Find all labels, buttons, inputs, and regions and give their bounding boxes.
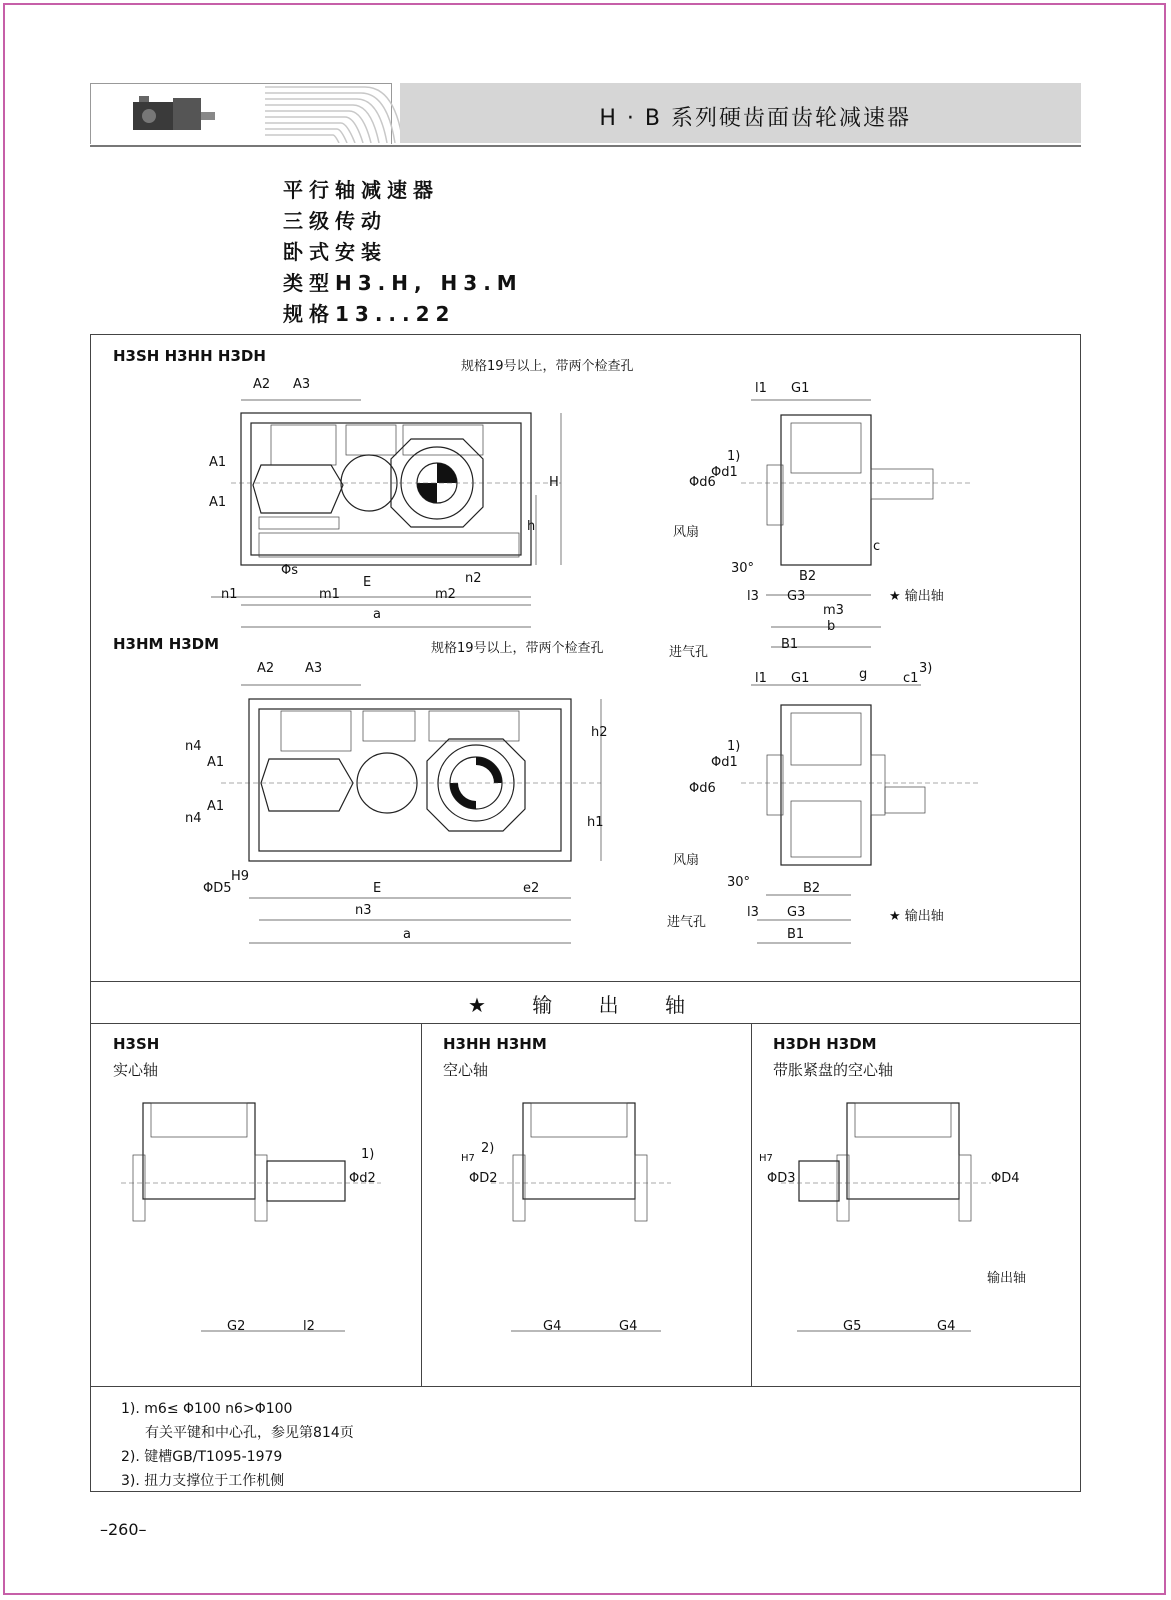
heading-line: 卧式安装 xyxy=(283,240,387,264)
dim-label: Φd6 xyxy=(689,781,716,796)
dim-label: 1) xyxy=(727,449,741,464)
dim-label: A1 xyxy=(209,495,227,510)
dim-label: c1 xyxy=(903,671,919,686)
dim-label: A1 xyxy=(209,455,227,470)
dim-label: 30° xyxy=(727,875,751,890)
dim-label: l1 xyxy=(755,671,767,686)
output-shaft-label: ★ 输出轴 xyxy=(889,909,944,924)
note-line: 1). m6≤ Φ100 n6>Φ100 xyxy=(121,1401,293,1417)
dim-label: B2 xyxy=(803,881,821,896)
dim-label: 30° xyxy=(731,561,755,576)
banner-title: H · B 系列硬齿面齿轮减速器 xyxy=(599,106,911,131)
dim-label: G4 xyxy=(619,1319,638,1334)
dim-label: A1 xyxy=(207,799,225,814)
dim-label: h2 xyxy=(591,725,608,740)
dim-label: B1 xyxy=(781,637,799,652)
dim-label: G3 xyxy=(787,589,806,604)
output-shaft-label: ★ 输出轴 xyxy=(889,589,944,604)
dim-label: 2) xyxy=(481,1141,495,1156)
dim-label: n4 xyxy=(185,811,202,826)
dim-label: h xyxy=(527,519,536,534)
output-shaft-label: 输出轴 xyxy=(987,1271,1027,1286)
dim-label: G2 xyxy=(227,1319,246,1334)
dim-label: Φd6 xyxy=(689,475,716,490)
dim-label: l3 xyxy=(747,589,759,604)
dim-label: m1 xyxy=(319,587,340,602)
dim-label: H xyxy=(549,475,559,490)
group2-note: 规格19号以上，带两个检查孔 xyxy=(431,641,604,656)
col2-subtitle: 空心轴 xyxy=(443,1061,489,1079)
dim-label: H7 xyxy=(461,1153,475,1164)
heading-block xyxy=(283,175,523,330)
dim-label: ΦD4 xyxy=(991,1171,1020,1186)
heading-line: 三级传动 xyxy=(283,209,387,233)
dim-label: b xyxy=(827,619,836,634)
fan-label: 风扇 xyxy=(673,853,700,868)
dim-label: Φs xyxy=(281,563,299,578)
drawing-panel xyxy=(90,334,1081,1492)
dim-label: G1 xyxy=(791,381,810,396)
dim-label: E xyxy=(373,881,382,896)
dim-label: 1) xyxy=(361,1147,375,1162)
heading-line: 平行轴减速器 xyxy=(283,178,439,202)
group1-note: 规格19号以上，带两个检查孔 xyxy=(461,359,634,374)
dim-label: a xyxy=(403,927,411,942)
dim-label: h1 xyxy=(587,815,604,830)
dim-label: A1 xyxy=(207,755,225,770)
dim-label: G5 xyxy=(843,1319,862,1334)
group1-title: H3SH H3HH H3DH xyxy=(113,347,266,365)
dim-label: l3 xyxy=(747,905,759,920)
dim-label: m2 xyxy=(435,587,456,602)
banner-stripes xyxy=(265,83,405,143)
dim-label: ΦD2 xyxy=(469,1171,498,1186)
col1-title: H3SH xyxy=(113,1035,160,1053)
banner-title-area xyxy=(400,83,1081,143)
col2-title: H3HH H3HM xyxy=(443,1035,547,1053)
dim-label: Φd1 xyxy=(711,465,738,480)
dim-label: n1 xyxy=(221,587,238,602)
page-number: –260– xyxy=(100,1520,147,1539)
dim-label: n4 xyxy=(185,739,202,754)
dim-label: A3 xyxy=(293,377,311,392)
note-line: 2). 键槽GB/T1095-1979 xyxy=(121,1449,283,1465)
dim-label: g xyxy=(859,667,868,682)
dim-label: 1) xyxy=(727,739,741,754)
dim-label: B1 xyxy=(787,927,805,942)
col1-subtitle: 实心轴 xyxy=(113,1061,159,1079)
dim-label: a xyxy=(373,607,381,622)
dim-label: l1 xyxy=(755,381,767,396)
dim-label: H9 xyxy=(231,869,250,884)
output-section-title: ★ 输 出 轴 xyxy=(467,993,705,1017)
dim-label: ΦD3 xyxy=(767,1171,796,1186)
dim-label: G4 xyxy=(937,1319,956,1334)
heading-line: 规格13...22 xyxy=(283,302,456,326)
dim-label: 3) xyxy=(919,661,933,676)
inlet-label: 进气孔 xyxy=(669,645,709,660)
dim-label: G1 xyxy=(791,671,810,686)
dim-label: Φd2 xyxy=(349,1171,376,1186)
dim-label: Φd1 xyxy=(711,755,738,770)
dim-label: A3 xyxy=(305,661,323,676)
gear-reducer-icon xyxy=(129,94,219,134)
dim-label: B2 xyxy=(799,569,817,584)
dim-label: m3 xyxy=(823,603,844,618)
dim-label: E xyxy=(363,575,372,590)
fan-label: 风扇 xyxy=(673,525,700,540)
group2-title: H3HM H3DM xyxy=(113,635,220,653)
col3-subtitle: 带胀紧盘的空心轴 xyxy=(773,1061,894,1079)
dim-label: A2 xyxy=(253,377,271,392)
dim-label: e2 xyxy=(523,881,540,896)
heading-line: 类型H3.H, H3.M xyxy=(283,271,523,295)
notes-block xyxy=(121,1397,354,1493)
inlet-label: 进气孔 xyxy=(667,915,707,930)
dim-label: G4 xyxy=(543,1319,562,1334)
note-line: 3). 扭力支撑位于工作机侧 xyxy=(121,1473,285,1489)
dim-label: c xyxy=(873,539,881,554)
header-banner xyxy=(90,83,1081,147)
dim-label: H7 xyxy=(759,1153,773,1164)
dim-label: n3 xyxy=(355,903,372,918)
dim-label: n2 xyxy=(465,571,482,586)
dim-label: l2 xyxy=(303,1319,315,1334)
dim-label: ΦD5 xyxy=(203,881,232,896)
col3-title: H3DH H3DM xyxy=(773,1035,877,1053)
note-line: 有关平键和中心孔，参见第814页 xyxy=(145,1425,354,1441)
dim-label: G3 xyxy=(787,905,806,920)
dim-label: A2 xyxy=(257,661,275,676)
